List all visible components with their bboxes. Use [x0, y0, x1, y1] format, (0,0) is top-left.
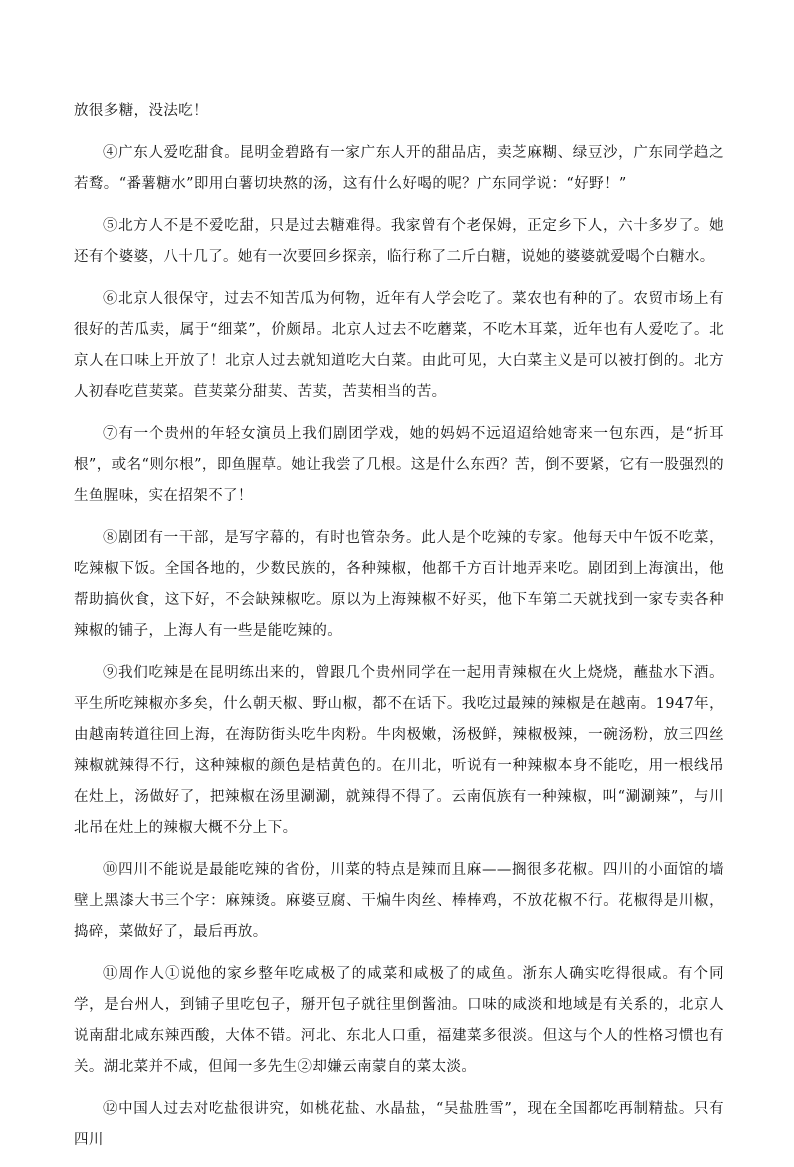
paragraph-continuation: 放很多糖，没法吃！ [74, 103, 209, 119]
paragraph-5-northerners-sugar: ⑤北方人不是不爱吃甜，只是过去糖难得。我家曾有个老保姆，正定乡下人，六十多岁了。她还有个婆婆，八十几了。她有一次要回乡探亲，临行称了二斤白糖，说她的婆婆就爱喝个白糖水。 [74, 218, 724, 265]
paragraph-4-cantonese-sweets: ④广东人爱吃甜食。昆明金碧路有一家广东人开的甜品店，卖芝麻糊、绿豆沙，广东同学趋之若鹜。“番薯糖水”即用白薯切块熬的汤，这有什么好喝的呢？广东同学说：“好野！” [74, 145, 724, 192]
paragraph-7-guizhou-zheergen: ⑦有一个贵州的年轻女演员上我们剧团学戏，她的妈妈不远迢迢给她寄来一包东西，是“折耳根”，或名“则尔根”，即鱼腥草。她让我尝了几根。这是什么东西？苦，倒不要紧，它有一股强烈的生鱼腥味，实在招架不了！ [74, 426, 724, 504]
paragraph-11-salty-taste: ⑪周作人①说他的家乡整年吃咸极了的咸菜和咸极了的咸鱼。浙东人确实吃得很咸。有个同学，是台州人，到铺子里吃包子，掰开包子就往里倒酱油。口味的咸淡和地域是有关系的，北京人说南甜北咸东辣西酸，大体不错。河北、东北人口重，福建菜多很淡。但这与个人的性格习惯也有关。湖北菜并不咸，但闻一多先生②却嫌云南蒙自的菜太淡。 [74, 966, 724, 1075]
paragraph-10-sichuan-mala: ⑩四川不能说是最能吃辣的省份，川菜的特点是辣而且麻——搁很多花椒。四川的小面馆的墙壁上黑漆大书三个字：麻辣烫。麻婆豆腐、干煸牛肉丝、棒棒鸡，不放花椒不行。花椒得是川椒，捣碎，菜做好了，最后再放。 [74, 862, 724, 940]
paragraph-12-salt: ⑫中国人过去对吃盐很讲究，如桃花盐、水晶盐，“吴盐胜雪”，现在全国都吃再制精盐。只有四川 [74, 1101, 724, 1148]
paragraph-9-kunming-chili: ⑨我们吃辣是在昆明练出来的，曾跟几个贵州同学在一起用青辣椒在火上烧烧，蘸盐水下酒。平生所吃辣椒亦多矣，什么朝天椒、野山椒，都不在话下。我吃过最辣的辣椒是在越南。1947年，由越南转道往回上海，在海防街头吃牛肉粉。牛肉极嫩，汤极鲜，辣椒极辣，一碗汤粉，放三四丝辣椒就辣得不行，这种辣椒的颜色是桔黄色的。在川北，听说有一种辣椒本身不能吃，用一根线吊在灶上，汤做好了，把辣椒在汤里涮涮，就辣得不得了。云南佤族有一种辣椒，叫“涮涮辣”，与川北吊在灶上的辣椒大概不分上下。 [74, 665, 724, 836]
document-page [74, 96, 724, 1167]
paragraph-6-beijing-bitter-melon: ⑥北京人很保守，过去不知苦瓜为何物，近年有人学会吃了。菜农也有种的了。农贸市场上有很好的苦瓜卖，属于“细菜”，价颇昂。北京人过去不吃蘑菜，不吃木耳菜，近年也有人爱吃了。北京人在口味上开放了！北京人过去就知道吃大白菜。由此可见，大白菜主义是可以被打倒的。北方人初春吃苣荬菜。苣荬菜分甜荬、苦荬，苦荬相当的苦。 [74, 291, 724, 400]
paragraph-8-chili-expert: ⑧剧团有一干部，是写字幕的，有时也管杂务。此人是个吃辣的专家。他每天中午饭不吃菜，吃辣椒下饭。全国各地的，少数民族的，各种辣椒，他都千方百计地弄来吃。剧团到上海演出，他帮助搞伙食，这下好，不会缺辣椒吃。原以为上海辣椒不好买，他下车第二天就找到一家专卖各种辣椒的铺子，上海人有一些是能吃辣的。 [74, 530, 724, 639]
